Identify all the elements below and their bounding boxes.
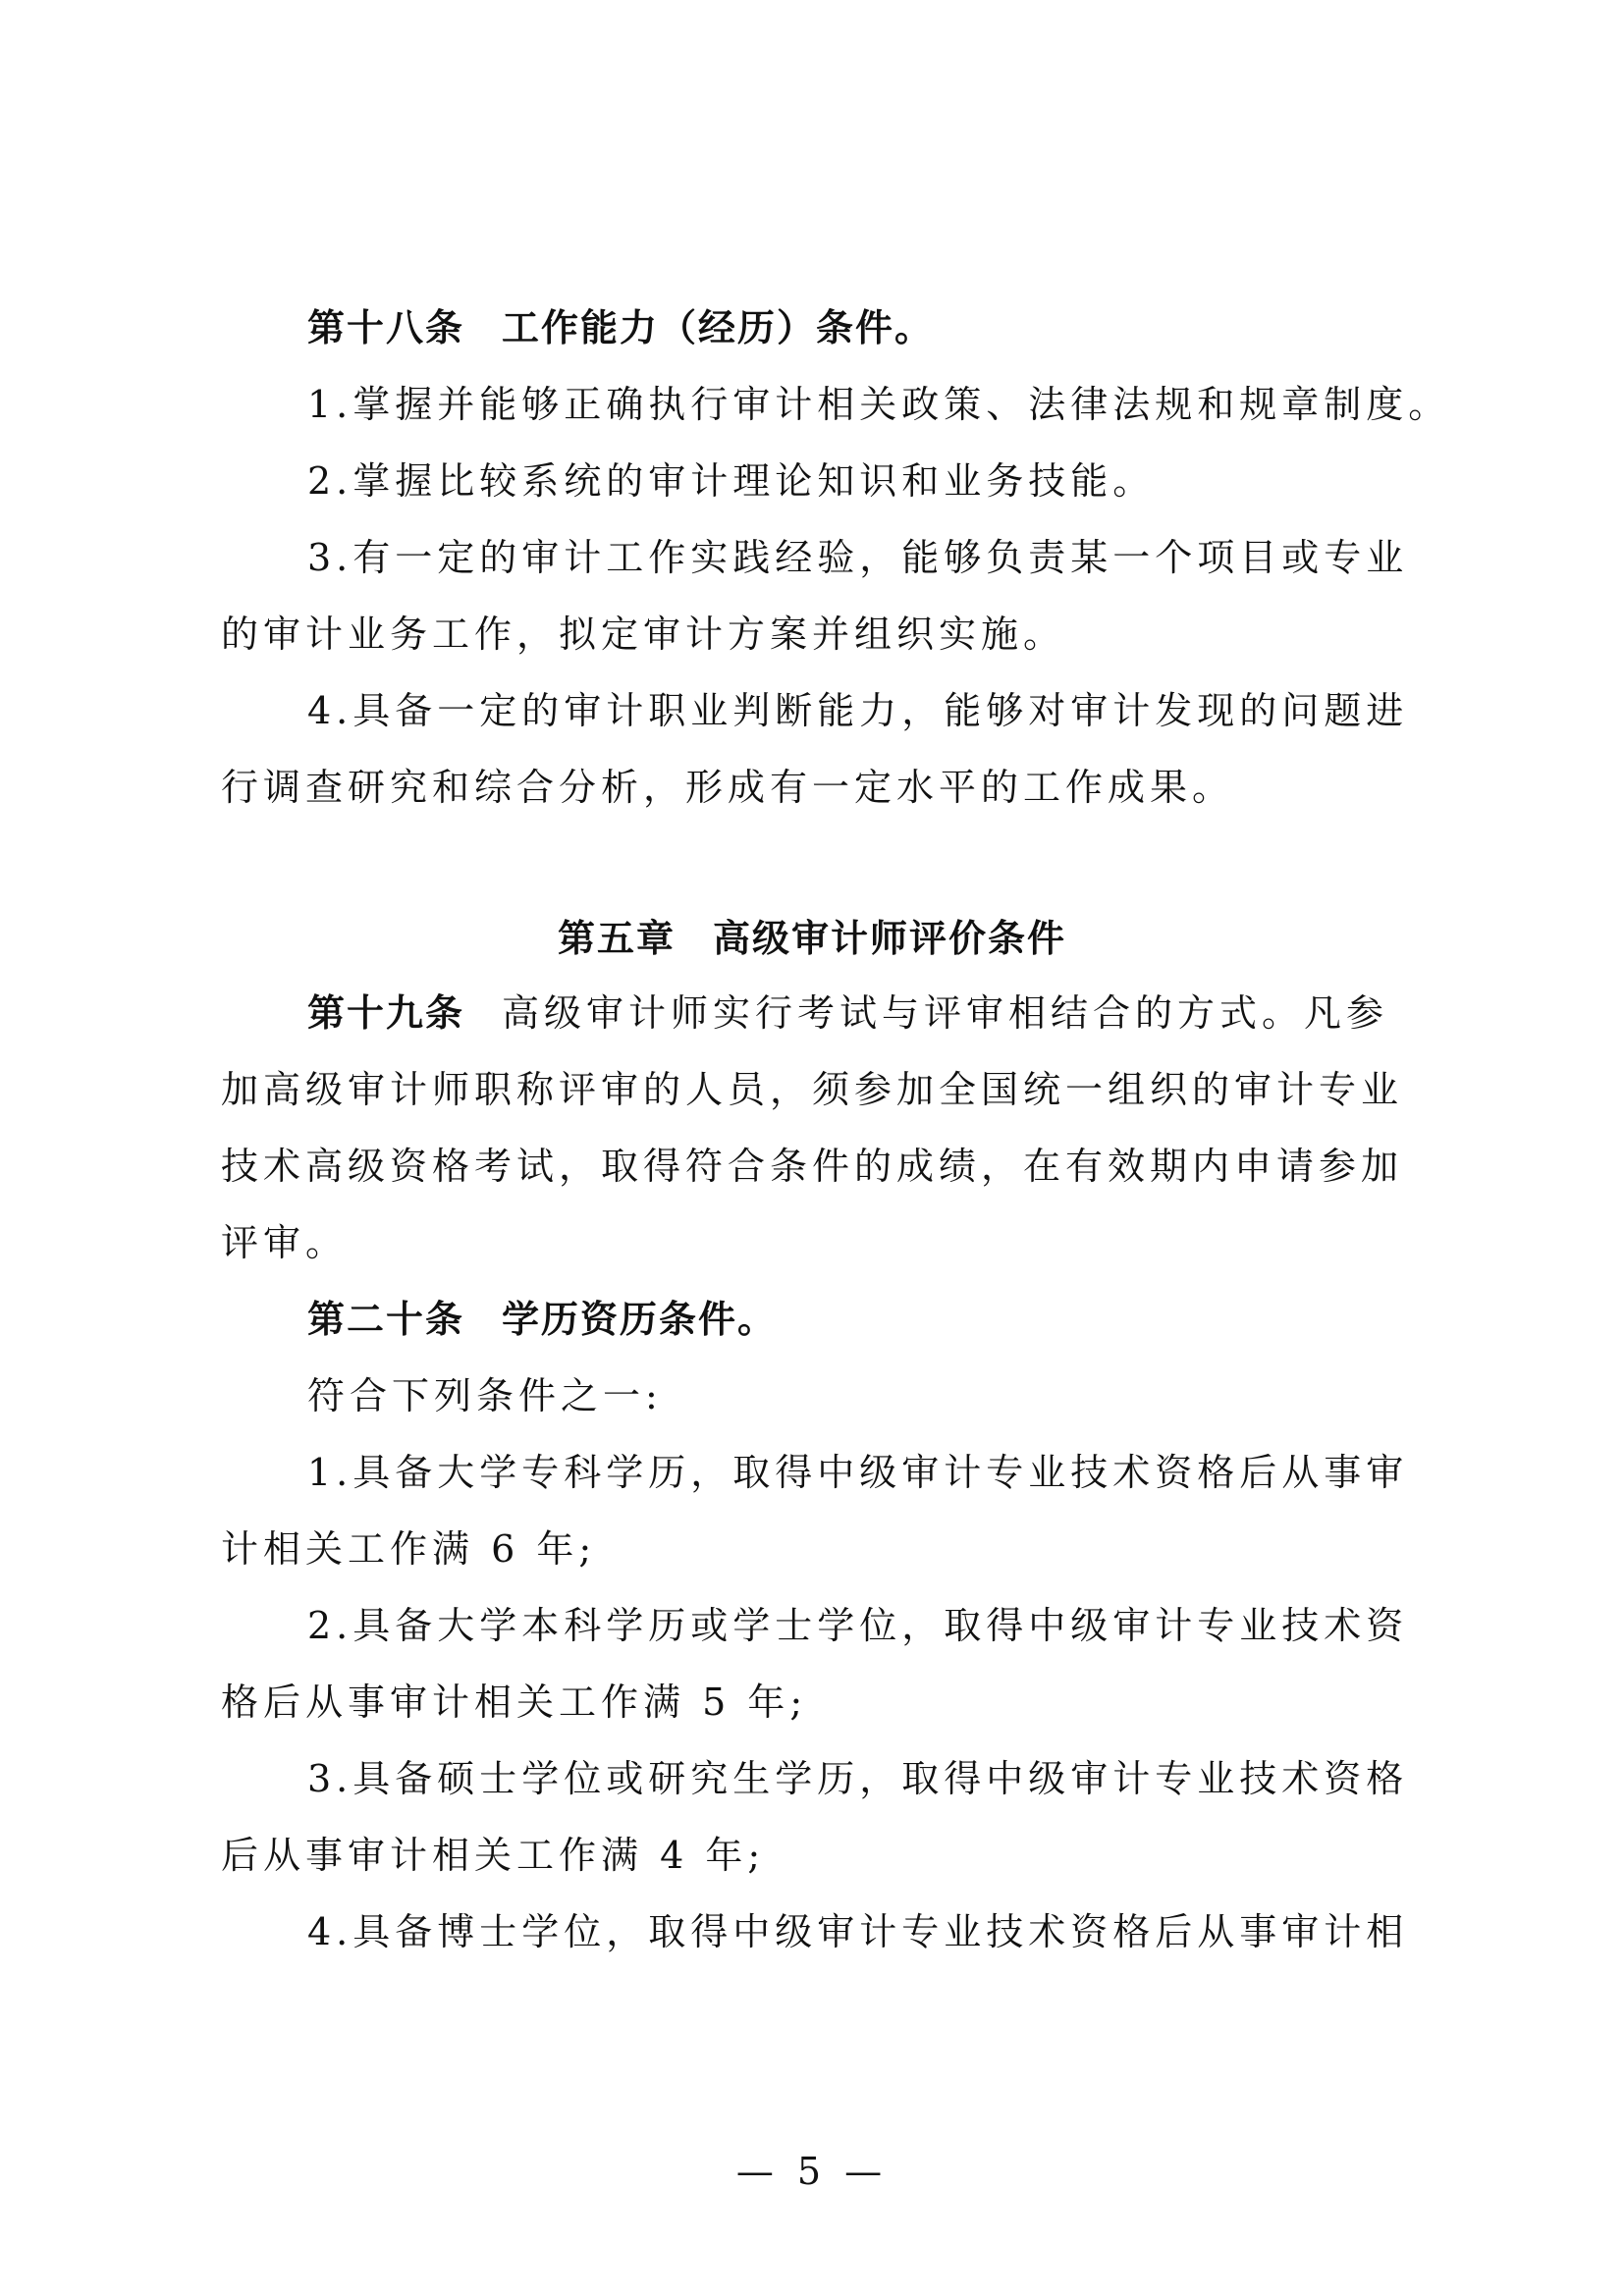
article-20-heading	[307, 1296, 1429, 1343]
article-19-title: 第十九条	[307, 991, 465, 1035]
article-20-subtitle: 学历资历条件。	[502, 1298, 778, 1341]
article-20-item-3: 3.具备硕士学位或研究生学历，取得中级审计专业技术资格	[307, 1757, 1409, 1800]
article-18-item-1: 1.掌握并能够正确执行审计相关政策、法律法规和规章制度。	[307, 383, 1451, 426]
article-20-item-1: 1.具备大学专科学历，取得中级审计专业技术资格后从事审	[307, 1451, 1409, 1494]
article-18-item-4: 4.具备一定的审计职业判断能力，能够对审计发现的问题进	[307, 689, 1409, 732]
article-20-intro: 符合下列条件之一:	[307, 1374, 663, 1417]
chapter-5-title: 第五章	[557, 917, 676, 960]
chapter-5-heading	[0, 915, 1624, 962]
article-19-line-3: 技术高级资格考试，取得符合条件的成绩，在有效期内申请参加	[221, 1145, 1404, 1188]
article-19-line-4: 评审。	[221, 1221, 349, 1264]
article-18-item-2: 2.掌握比较系统的审计理论知识和业务技能。	[307, 459, 1156, 503]
article-19-line-1	[307, 989, 1429, 1037]
article-20-item-3-cont: 后从事审计相关工作满 4 年;	[221, 1834, 766, 1877]
article-18-heading	[307, 304, 1429, 351]
chapter-5-subtitle: 高级审计师评价条件	[713, 917, 1067, 960]
article-20-item-2-cont: 格后从事审计相关工作满 5 年;	[221, 1681, 808, 1724]
article-19-line-2: 加高级审计师职称评审的人员，须参加全国统一组织的审计专业	[221, 1068, 1404, 1111]
article-18-item-3: 3.有一定的审计工作实践经验，能够负责某一个项目或专业	[307, 536, 1409, 579]
article-18-title: 第十八条	[307, 306, 465, 349]
page-number: — 5 —	[735, 2150, 889, 2193]
article-18-item-3-cont: 的审计业务工作，拟定审计方案并组织实施。	[221, 613, 1066, 656]
article-20-item-2: 2.具备大学本科学历或学士学位，取得中级审计专业技术资	[307, 1604, 1409, 1647]
article-18-item-4-cont: 行调查研究和综合分析，形成有一定水平的工作成果。	[221, 766, 1235, 809]
article-18-subtitle: 工作能力（经历）条件。	[502, 306, 935, 349]
article-20-item-1-cont: 计相关工作满 6 年;	[221, 1527, 597, 1571]
article-19-text-1: 高级审计师实行考试与评审相结合的方式。凡参	[502, 991, 1389, 1035]
article-20-title: 第二十条	[307, 1298, 465, 1341]
article-20-item-4: 4.具备博士学位，取得中级审计专业技术资格后从事审计相	[307, 1910, 1409, 1953]
